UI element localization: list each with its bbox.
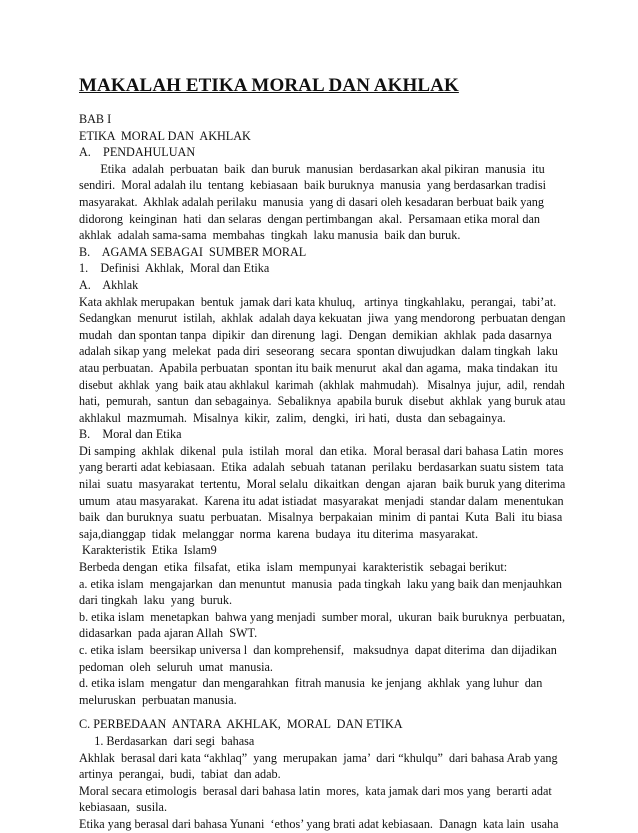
document-title: MAKALAH ETIKA MORAL DAN AKHLAK	[79, 75, 459, 96]
text-line: sendiri. Moral adalah ilu tentang kebiasaan baik buruknya manusia yang berdasarkan tradisi	[79, 178, 547, 193]
heading-bab: BAB I	[79, 112, 112, 126]
text-line: yang berarti adat kebiasaan. Etika adalah sebuah tatanan perilaku berdasarkan suatu sistem tata	[79, 460, 564, 475]
list-item-d: d. etika islam mengatur dan mengarahkan fitrah manusia ke jenjang akhlak yang luhur dan	[79, 676, 543, 691]
heading-segi-bahasa: 1. Berdasarkan dari segi bahasa	[79, 733, 255, 748]
heading-pendahuluan: A. PENDAHULUAN	[79, 145, 196, 160]
text-line: baik dan buruknya suatu perbuatan. Misalnya berpakaian minim di pantai Kuta Bali itu biasa	[79, 510, 563, 525]
paragraph-gap	[79, 708, 565, 716]
heading-akhlak: A. Akhlak	[79, 277, 139, 292]
heading-perbedaan: C. PERBEDAAN ANTARA AKHLAK, MORAL DAN ETIKA	[79, 717, 403, 732]
text-line: Di samping akhlak dikenal pula istilah moral dan etika. Moral berasal dari bahasa Latin mores	[79, 443, 564, 458]
heading-chapter-title: ETIKA MORAL DAN AKHLAK	[79, 128, 251, 143]
text-line: adalah sikap yang melekat pada diri seseorang secara spontan diwujudkan dalam tingkah laku	[79, 344, 558, 359]
text-line: umum atau masyarakat. Karena itu adat istiadat masyarakat menjadi standar dalam menentukan	[79, 493, 564, 508]
text-line: akhlakul mazmumah. Misalnya kikir, zalim, dengki, iri hati, dusta dan sebagainya.	[79, 410, 506, 425]
text-line: atau perbuatan. Apabila perbuatan spontan itu baik menurut akal dan agama, maka tindakan itu	[79, 360, 558, 375]
text-line: akhlak adalah sama-sama membahas tingkah laku manusia baik dan buruk.	[79, 228, 461, 243]
heading-moral-etika: B. Moral dan Etika	[79, 427, 182, 442]
list-item-b-cont: didasarkan pada ajaran Allah SWT.	[79, 626, 258, 641]
text-line: mudah dan spontan tanpa dipikir dan direnung lagi. Dengan demikian akhlak pada dasarnya	[79, 327, 552, 342]
text-line: nilai suatu masyarakat tertentu, Moral selalu dikaitkan dengan ajaran baik buruk yang diterima	[79, 477, 566, 492]
document-body	[79, 111, 565, 833]
text-line: hati, pemurah, santun dan sebagainya. Sebaliknya apabila buruk disebut akhlak yang buruk atau	[79, 394, 566, 409]
text-line: Moral secara etimologis berasal dari bahasa latin mores, kata jamak dari mos yang berarti adat	[79, 783, 552, 798]
text-line: Etika yang berasal dari bahasa Yunani ‘ethos’ yang brati adat kebiasaan. Danagn kata lain usaha	[79, 816, 559, 831]
list-item-c: c. etika islam beersikap universa l dan komprehensif, maksudnya dapat diterima dan dijadikan	[79, 643, 557, 657]
list-item-d-cont: meluruskan perbuatan manusia.	[79, 692, 237, 707]
list-item-a-cont: dari tingkah laku yang buruk.	[79, 593, 232, 608]
text-line: Akhlak berasal dari kata “akhlaq” yang merupakan jama’ dari “khulqu” dari bahasa Arab yang	[79, 750, 558, 765]
text-line: Kata akhlak merupakan bentuk jamak dari kata khuluq, artinya tingkahlaku, perangai, tabi’at.	[79, 294, 557, 309]
text-line: disebut akhlak yang baik atau akhlakul karimah (akhlak mahmudah). Misalnya jujur, adil, rendah	[79, 377, 565, 392]
text-line: masyarakat. Akhlak adalah perilaku manusia yang di dasari oleh kesadaran berbuat baik yang	[79, 194, 544, 209]
text-line: Sedangkan menurut istilah, akhlak adalah daya kekuatan jiwa yang mendorong perbuatan dengan	[79, 311, 566, 326]
list-item-a: a. etika islam mengajarkan dan menuntut manusia pada tingkah laku yang baik dan menjauhkan	[79, 576, 562, 591]
text-line: artinya perangai, budi, tabiat dan adab.	[79, 767, 281, 782]
list-item-c-cont: pedoman oleh seluruh umat manusia.	[79, 659, 273, 674]
text-line: saja,dianggap tidak melanggar norma karena budaya itu diterima masyarakat.	[79, 526, 478, 541]
text-line: kebiasaan, susila.	[79, 800, 167, 815]
heading-definisi: 1. Definisi Akhlak, Moral dan Etika	[79, 261, 270, 276]
text-line: Berbeda dengan etika filsafat, etika islam mempunyai karakteristik sebagai berikut:	[79, 560, 508, 575]
heading-agama: B. AGAMA SEBAGAI SUMBER MORAL	[79, 244, 307, 259]
text-line: Etika adalah perbuatan baik dan buruk manusian berdasarkan akal pikiran manusia itu	[79, 161, 545, 176]
heading-karakteristik: Karakteristik Etika Islam9	[79, 543, 217, 558]
text-line: didorong keinginan hati dan selaras dengan pertimbangan akal. Persamaan etika moral dan	[79, 211, 540, 226]
list-item-b: b. etika islam menetapkan bahwa yang menjadi sumber moral, ukuran baik buruknya perbuatan,	[79, 609, 565, 624]
